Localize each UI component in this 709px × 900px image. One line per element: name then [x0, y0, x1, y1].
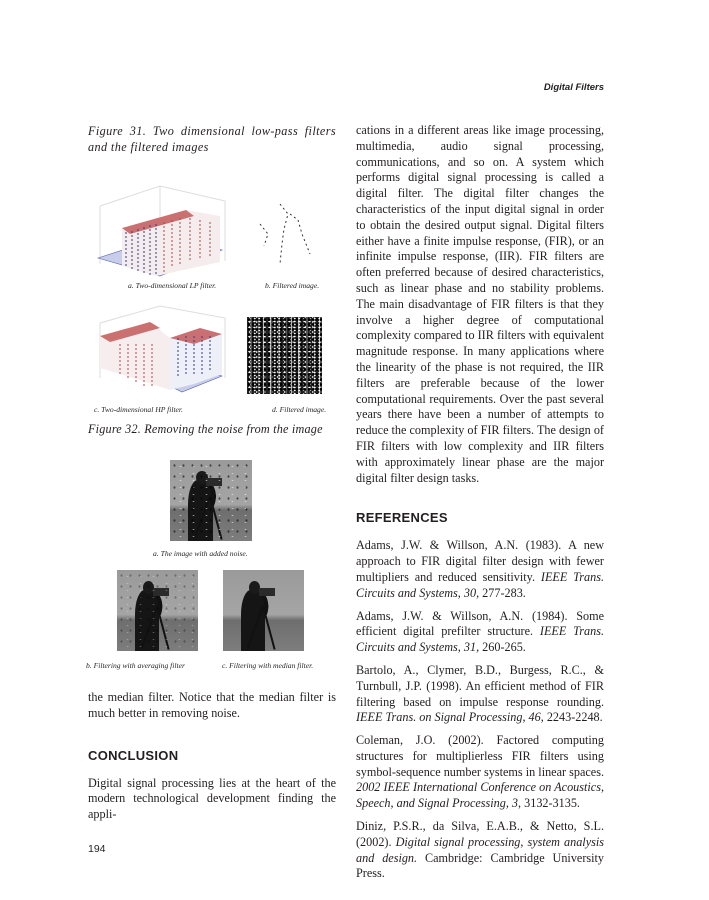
figure-31-subcaption-c: c. Two-dimensional HP filter.	[94, 405, 183, 414]
reference-pages: , 3132-3135.	[518, 796, 580, 811]
reference-source: 2002 IEEE International Conference on Acoustics, Speech, and Signal Processing, 3	[356, 780, 604, 811]
reference-text: Adams, J.W. & Willson, A.N. (1983). A new approach to FIR digital filter design with fewer multipliers and reduced sensitivity.	[356, 538, 604, 584]
reference-item	[356, 538, 604, 601]
reference-pages: , 260-265.	[476, 640, 526, 655]
reference-text: Coleman, J.O. (2002). Factored computing structures for multiplierless FIR filters using symbol-sequence number systems in linear spaces.	[356, 733, 604, 779]
reference-item	[356, 819, 604, 882]
reference-source: IEEE Trans. Circuits and Systems, 30	[356, 569, 604, 600]
right-paragraph: cations in a different areas like image processing, multimedia, audio signal processing, communications, and so on. A system which performs digital signal processing is called a digital filter. The digital filter changes the characteristics of the input digital signal in order to obtain the desired output signal. Digital filters either have a finite impulse response, (FIR), or an infinite impulse response, (IIR). FIR filters are often preferred because of desired characteristics, such as linear phase and no stability problems. The main disadvantage of FIR filters is that they involve a higher degree of computational complexity compared to IIR filters with equivalent magnitude response. In many applications where the linearity of the phase is not required, the IIR filters are preferable because of the lower computational requirements. Over the past several years there have been a number of attempts to reduce the complexity of FIR filters. The design of FIR filters with low complexity and IIR filters with approximately linear phase are the major digital filter design tasks.	[356, 123, 604, 485]
page-number: 194	[88, 842, 106, 855]
figure-31-subcaption-d: d. Filtered image.	[272, 405, 327, 414]
hp-filter-mesh-plot	[90, 298, 230, 398]
reference-item	[356, 663, 604, 726]
lp-filter-mesh-plot	[90, 176, 230, 278]
right-column-text	[356, 123, 604, 889]
figure-31-subcaption-b: b. Filtered image.	[265, 281, 320, 290]
body-paragraph: the median filter. Notice that the median filter is much better in removing noise.	[88, 690, 336, 720]
conclusion-paragraph: Digital signal processing lies at the heart of the modern technological development finding the appli-	[88, 775, 336, 822]
reference-text: Adams, J.W. & Willson, A.N. (1984). Some efficient digital prefilter structure.	[356, 608, 604, 639]
figure-31-caption: Figure 31. Two dimensional low-pass filters and the filtered images	[88, 124, 336, 154]
figure-32-subcaption-c: c. Filtering with median filter.	[222, 661, 314, 670]
reference-item	[356, 733, 604, 812]
reference-text: Diniz, P.S.R., da Silva, E.A.B., & Netto, S.L. (2002).	[356, 819, 604, 849]
hp-filtered-image	[247, 317, 322, 394]
averaging-filtered-image	[117, 570, 198, 651]
conclusion-heading: CONCLUSION	[88, 747, 179, 763]
reference-pages: , 277-283.	[476, 585, 526, 600]
noisy-cameraman-image	[170, 460, 252, 541]
reference-source: IEEE Trans. Circuits and Systems, 31	[356, 624, 605, 655]
reference-pages: , 2243-2248.	[540, 710, 603, 725]
figure-32-subcaption-b: b. Filtering with averaging filter	[86, 661, 185, 670]
references-heading: REFERENCES	[356, 510, 448, 526]
references-list	[356, 538, 604, 889]
reference-pages: Cambridge: Cambridge University Press.	[356, 850, 604, 881]
reference-text: Bartolo, A., Clymer, B.D., Burgess, R.C., & Turnbull, J.P. (1998). An efficient method of FIR filtering based on impulse response rounding.	[356, 662, 604, 709]
figure-32-caption: Figure 32. Removing the noise from the image	[88, 422, 323, 436]
left-column-text	[88, 690, 336, 855]
reference-item	[356, 609, 604, 656]
reference-source: IEEE Trans. on Signal Processing, 46	[356, 710, 541, 725]
figure-31-subcaption-a: a. Two-dimensional LP filter.	[128, 281, 217, 290]
figure-32-subcaption-a: a. The image with added noise.	[153, 549, 248, 558]
reference-source: Digital signal processing, system analysis and design.	[356, 834, 604, 865]
running-header: Digital Filters	[543, 82, 604, 93]
lp-filtered-image	[240, 184, 332, 278]
median-filtered-image	[223, 570, 304, 651]
